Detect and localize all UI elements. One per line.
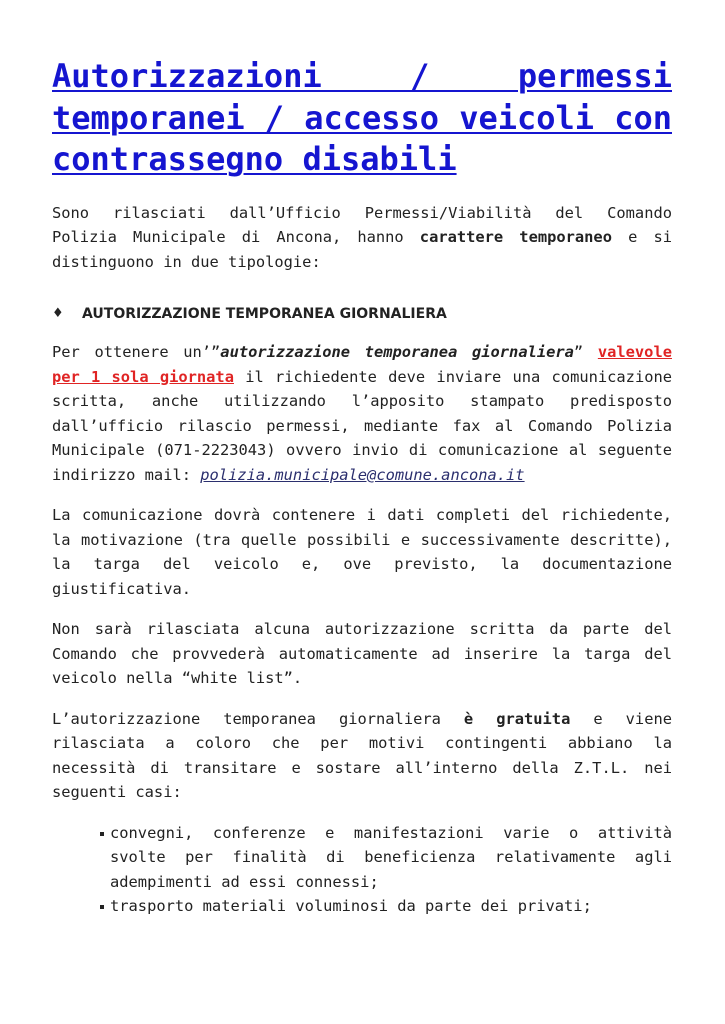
page-title-link[interactable]: Autorizzazioni / permessi temporanei / accesso veicoli con contrassegno disabili: [52, 57, 672, 178]
document-page: [52, 56, 672, 919]
obtain-text-emph: autorizzazione temporanea giornaliera: [220, 343, 574, 361]
intro-paragraph: [52, 201, 672, 275]
obtain-text-e: il richiedente deve inviare una comunicazione scritta, anche utilizzando l’apposito stampato predisposto dall’ufficio rilascio permessi, mediante fax al Comando Polizia Municipale (071-2223043) ovvero invio di comunicazione al seguente indirizzo mail:: [52, 367, 673, 484]
section-heading: [52, 302, 672, 326]
intro-text-bold: carattere temporaneo: [419, 228, 612, 246]
no-auth-paragraph: Non sarà rilasciata alcuna autorizzazione scritta da parte del Comando che provvederà automaticamente ad inserire la targa del veicolo nella “white list”.: [52, 620, 672, 687]
content-paragraph: La comunicazione dovrà contenere i dati completi del richiedente, la motivazione (tra quelle possibili e successivamente descritte), la targa del veicolo e, ove previsto, la documentazione giustificativa.: [52, 506, 672, 598]
section-heading-label: AUTORIZZAZIONE TEMPORANEA GIORNALIERA: [82, 306, 447, 322]
obtain-text-a: Per ottenere un’”: [52, 343, 221, 361]
square-bullet-icon: [100, 905, 104, 909]
diamond-bullet-icon: ♦: [52, 306, 64, 321]
free-text-a: L’autorizzazione temporanea giornaliera: [52, 709, 464, 728]
obtain-text-c: ”: [573, 343, 598, 361]
email-link[interactable]: polizia.municipale@comune.ancona.it: [200, 465, 525, 484]
obtain-paragraph: [52, 340, 672, 487]
free-text-bold: è gratuita: [463, 709, 571, 728]
intro-text-a: Sono rilasciati dall’Ufficio Permessi/Viabilità del Comando Polizia Municipale di Ancona, hanno: [52, 203, 672, 246]
list-item: [100, 894, 672, 919]
free-text-c: e viene rilasciata a coloro che per motivi contingenti abbiano la necessità di transitare e sostare all’interno della Z.T.L. nei seguenti casi:: [52, 709, 672, 801]
square-bullet-icon: [100, 832, 104, 836]
list-item: [100, 821, 672, 895]
list-item-text: convegni, conferenze e manifestazioni varie o attività svolte per finalità di beneficienza relativamente agli adempimenti ad essi connessi;: [110, 823, 672, 891]
list-item-text: trasporto materiali voluminosi da parte dei privati;: [110, 897, 592, 915]
intro-text-c: e si distinguono in due tipologie:: [52, 228, 672, 271]
free-paragraph: [52, 707, 672, 805]
validity-highlight: valevole per 1 sola giornata: [52, 343, 672, 386]
page-title: [52, 56, 672, 181]
cases-list: [52, 821, 672, 919]
